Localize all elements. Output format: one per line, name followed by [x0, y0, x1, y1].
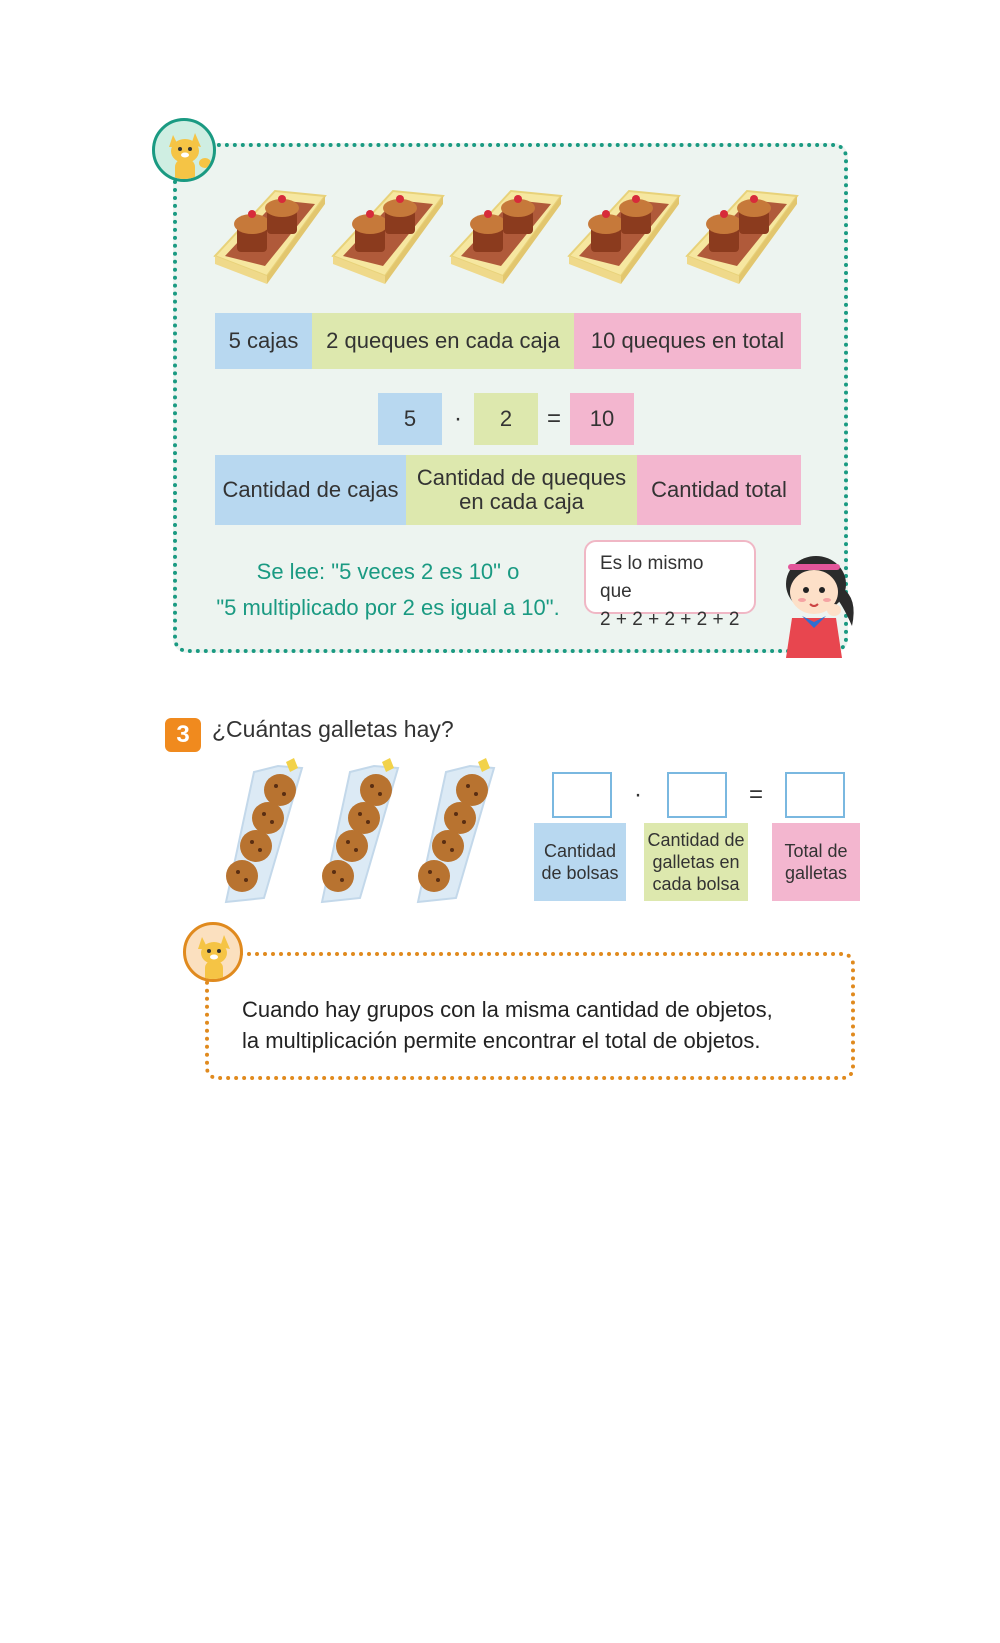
- equals-sign-2: =: [748, 781, 763, 808]
- speech-bubble: [584, 540, 756, 630]
- boxes-label: 5 cajas: [215, 313, 312, 369]
- multiply-sign-2: ·: [634, 781, 642, 808]
- meaning-per-box-line1: Cantidad de queques: [416, 465, 627, 490]
- answer-bags-input[interactable]: [552, 772, 612, 818]
- meaning-row: [215, 455, 801, 525]
- equals-sign: =: [546, 405, 561, 432]
- meaning-total: Cantidad total: [637, 455, 801, 525]
- multiply-sign: ·: [454, 405, 462, 432]
- note-line2: la multiplicación permite encontrar el total de objetos.: [242, 1028, 761, 1053]
- exercise-question: ¿Cuántas galletas hay?: [212, 716, 454, 742]
- answer-per-bag-input[interactable]: [667, 772, 727, 818]
- girl-illustration-icon: [772, 548, 868, 658]
- factor-b: 2: [474, 393, 538, 445]
- total-label: 10 queques en total: [574, 313, 801, 369]
- cookie-bag: [418, 758, 494, 902]
- cupcake-box: [451, 191, 561, 284]
- note-text: [242, 994, 842, 1056]
- bags-label-line1: Cantidad: [543, 841, 617, 861]
- cupcake-box: [569, 191, 679, 284]
- cupcake-box: [333, 191, 443, 284]
- cupcake-box: [687, 191, 797, 284]
- per-bag-label: [644, 823, 748, 901]
- per-bag-label-line3: cada bolsa: [652, 874, 740, 894]
- cupcake-box: [215, 191, 325, 284]
- bags-label: [534, 823, 626, 901]
- per-bag-label-line1: Cantidad de: [647, 830, 745, 850]
- cat-mascot-icon: [183, 922, 243, 982]
- cookie-bags: [212, 758, 512, 908]
- answer-total-input[interactable]: [785, 772, 845, 818]
- per-box-label: 2 queques en cada caja: [312, 313, 574, 369]
- cat-mascot-icon: [152, 118, 216, 182]
- total-cookies-label: [772, 823, 860, 901]
- per-bag-label-line2: galletas en: [652, 852, 740, 872]
- total-cookies-label-line1: Total de: [784, 841, 848, 861]
- meaning-per-box-line2: en cada caja: [459, 489, 584, 514]
- cookie-bag: [322, 758, 398, 902]
- cookie-bag: [226, 758, 302, 902]
- reading-line1: Se lee: "5 veces 2 es 10" o: [256, 559, 520, 584]
- product: 10: [570, 393, 634, 445]
- factor-a: 5: [378, 393, 442, 445]
- cupcake-boxes: [205, 176, 805, 288]
- exercise-number: 3: [165, 718, 201, 752]
- bubble-line2: 2 + 2 + 2 + 2 + 2: [600, 609, 740, 630]
- reading-line2: "5 multiplicado por 2 es igual a 10".: [216, 595, 560, 620]
- bubble-line1: Es lo mismo que: [600, 553, 704, 602]
- bags-label-line2: de bolsas: [541, 863, 619, 883]
- note-line1: Cuando hay grupos con la misma cantidad de objetos,: [242, 997, 773, 1022]
- meaning-boxes: Cantidad de cajas: [215, 455, 406, 525]
- meaning-per-box: [406, 455, 637, 525]
- reading-text: [208, 554, 568, 626]
- quantity-labels-row: [215, 313, 801, 369]
- total-cookies-label-line2: galletas: [784, 863, 848, 883]
